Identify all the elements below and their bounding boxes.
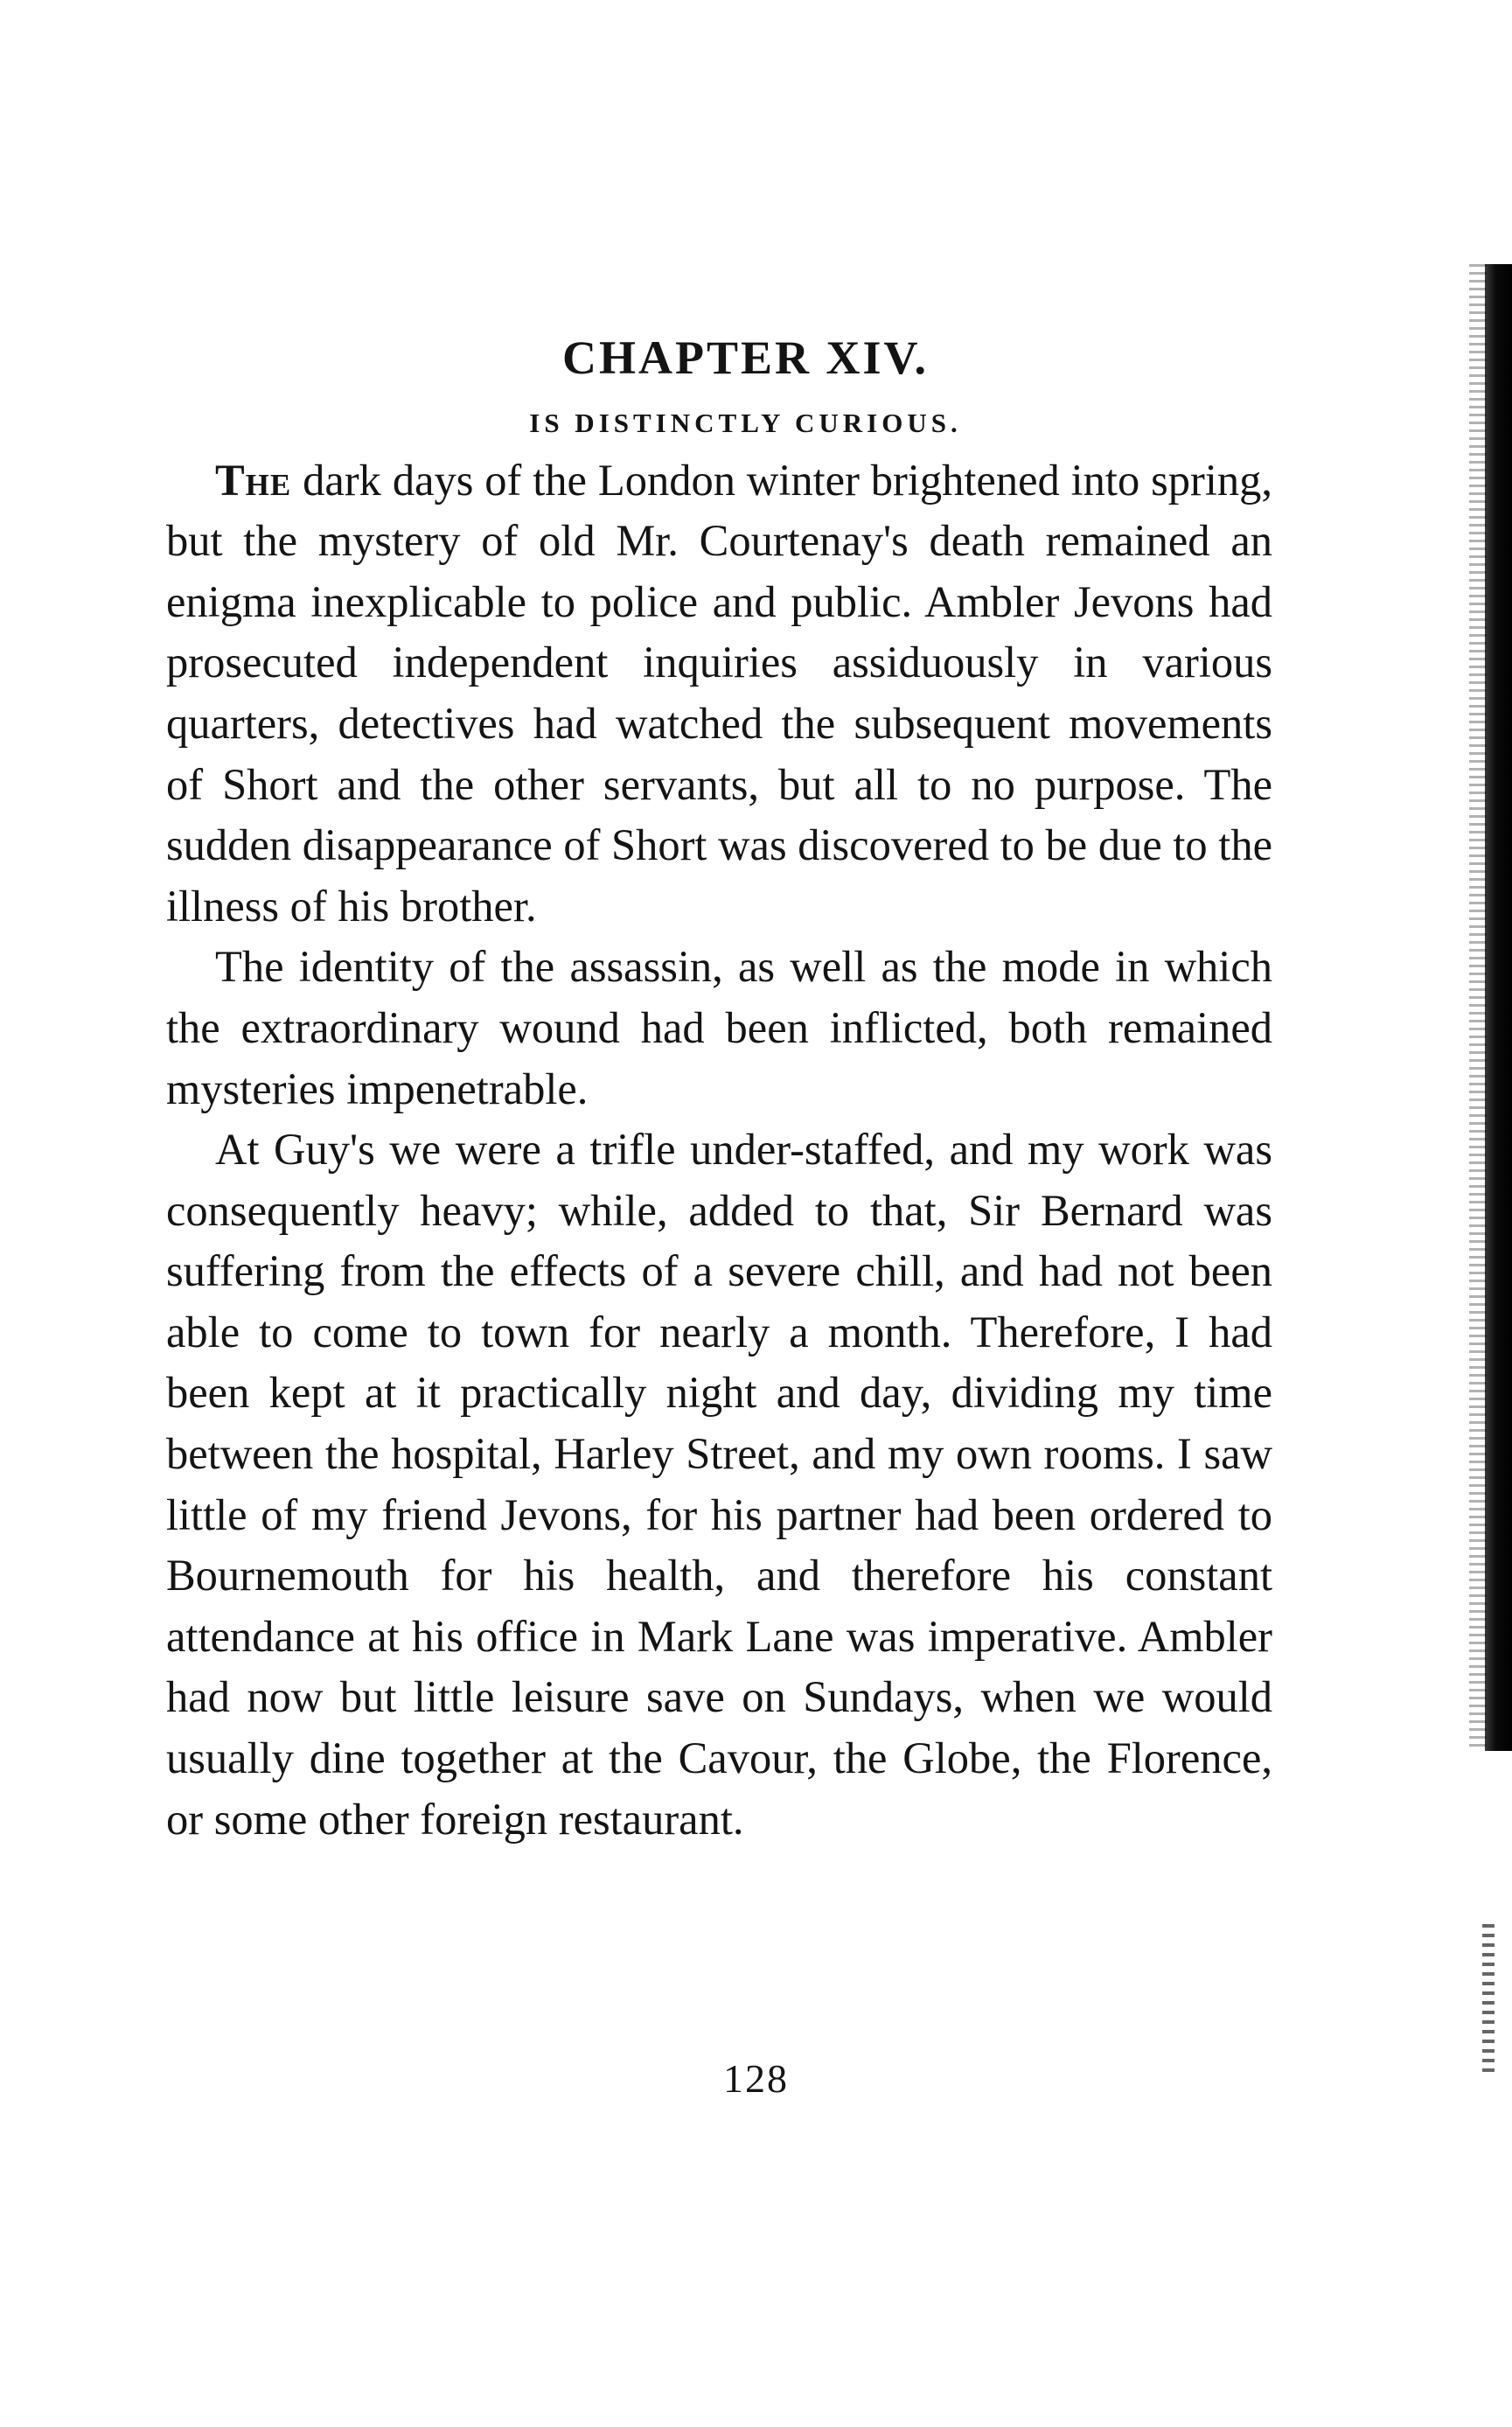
paragraph-3: At Guy's we were a trifle under-staffed, and my work was consequently heavy; while, added to that, Sir Bernard was suffering from the effects of a severe chill, and had not been able to come to town for nearly a month. Therefore, I had been kept at it practically night and day, dividing my time between the hospital, Harley Street, and my own rooms. I saw little of my friend Jevons, for his partner had been ordered to Bournemouth for his health, and therefore his constant attendance at his office in Mark Lane was imperative. Ambler had now but little leisure save on Sundays, when we would usually dine together at the Cavour, the Globe, the Florence, or some other foreign restaurant. bbox=[166, 1125, 1272, 1844]
paragraph-1-text: dark days of the London winter brightened into spring, but the mystery of old Mr. Courtenay's death remained an enigma inexplicable to police and public. Ambler Jevons had prosecuted independent inquiries assiduously in various quarters, detectives had watched the subsequent movements of Short and the other servants, but all to no purpose. The sudden disappearance of Short was discovered to be due to the illness of his brother. bbox=[166, 455, 1272, 931]
book-binding-edge bbox=[1485, 264, 1512, 1751]
text-block bbox=[166, 332, 1272, 1850]
binding-shadow bbox=[1469, 264, 1487, 1751]
chapter-subtitle: IS DISTINCTLY CURIOUS. bbox=[529, 408, 962, 439]
page-number: 128 bbox=[723, 2056, 789, 2101]
paragraph-1 bbox=[166, 450, 1272, 938]
paragraph-lead-word: The bbox=[215, 455, 292, 505]
paragraph-2: The identity of the assassin, as well as the mode in which the extraordinary wound had been inflicted, both remained mysteries impenetrable. bbox=[166, 942, 1272, 1113]
margin-mark bbox=[1482, 1924, 1495, 2073]
chapter-title: CHAPTER XIV. bbox=[561, 331, 930, 384]
